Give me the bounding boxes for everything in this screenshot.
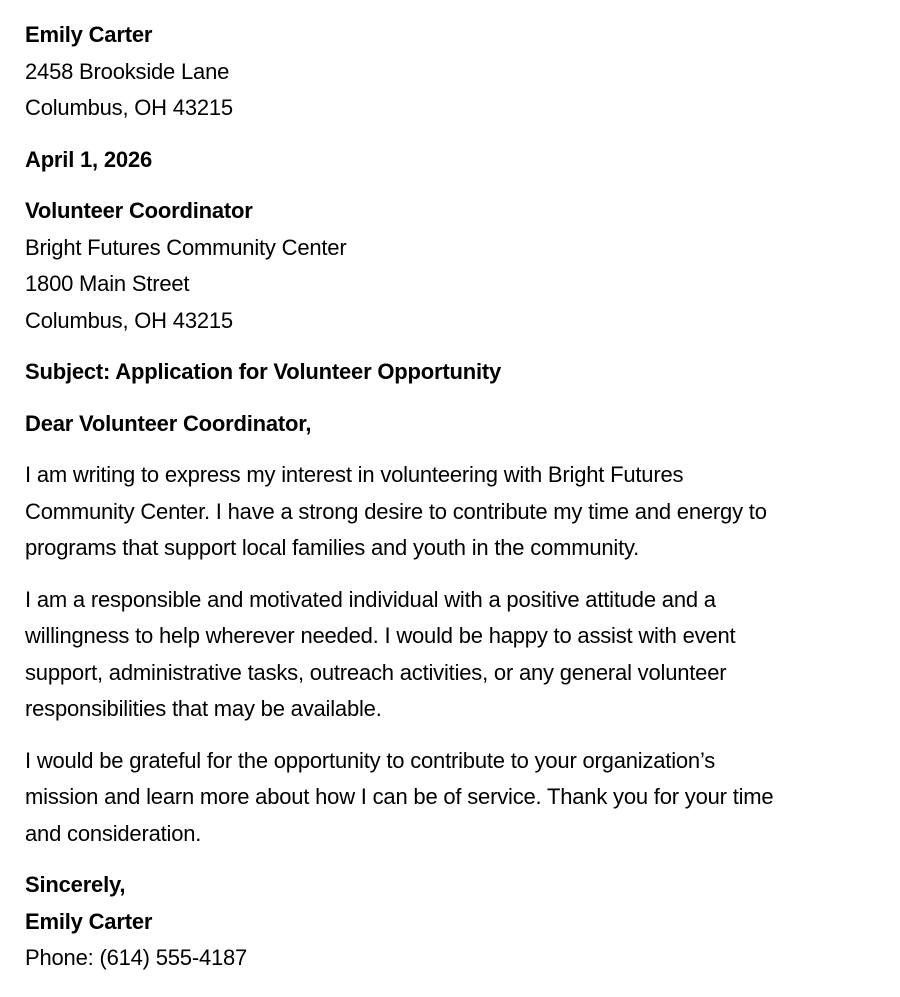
paragraph-line: and consideration. — [25, 820, 202, 846]
valediction: Sincerely, — [25, 872, 126, 897]
paragraph-line: responsibilities that may be available. — [25, 696, 382, 721]
recipient-title: Volunteer Coordinator — [25, 198, 253, 223]
subject-block — [25, 354, 880, 391]
sender-block — [25, 17, 880, 127]
letter-date: April 1, 2026 — [25, 146, 153, 172]
paragraph-line: programs that support local families and youth in the community. — [25, 535, 640, 560]
date-block — [25, 142, 880, 179]
body-paragraph-3 — [25, 743, 880, 853]
signature-phone: Phone: (614) 555-4187 — [25, 945, 248, 970]
paragraph-line: support, administrative tasks, outreach activities, or any general volunteer — [25, 659, 727, 685]
recipient-block — [25, 193, 880, 339]
paragraph-line: willingness to help wherever needed. I would be happy to assist with event — [25, 623, 736, 648]
recipient-organization: Bright Futures Community Center — [25, 234, 347, 260]
paragraph-line: mission and learn more about how I can be of service. Thank you for your time — [25, 784, 774, 809]
recipient-address-line1: 1800 Main Street — [25, 271, 190, 296]
recipient-address-line2: Columbus, OH 43215 — [25, 307, 233, 333]
subject-line: Subject: Application for Volunteer Opportunity — [25, 359, 502, 384]
paragraph-line: I would be grateful for the opportunity to contribute to your organization’s — [25, 747, 716, 773]
paragraph-line: I am a responsible and motivated individual with a positive attitude and a — [25, 586, 716, 612]
sender-address-line1: 2458 Brookside Lane — [25, 58, 230, 84]
salutation: Dear Volunteer Coordinator, — [25, 410, 312, 436]
salutation-block — [25, 406, 880, 443]
sender-name: Emily Carter — [25, 22, 153, 47]
paragraph-line: I am writing to express my interest in volunteering with Bright Futures — [25, 462, 684, 487]
paragraph-line: Community Center. I have a strong desire to contribute my time and energy to — [25, 498, 767, 524]
closing-block — [25, 867, 880, 977]
body-paragraph-2 — [25, 582, 880, 728]
body-paragraph-1 — [25, 457, 880, 567]
signature-name: Emily Carter — [25, 908, 153, 934]
sender-address-line2: Columbus, OH 43215 — [25, 95, 233, 120]
